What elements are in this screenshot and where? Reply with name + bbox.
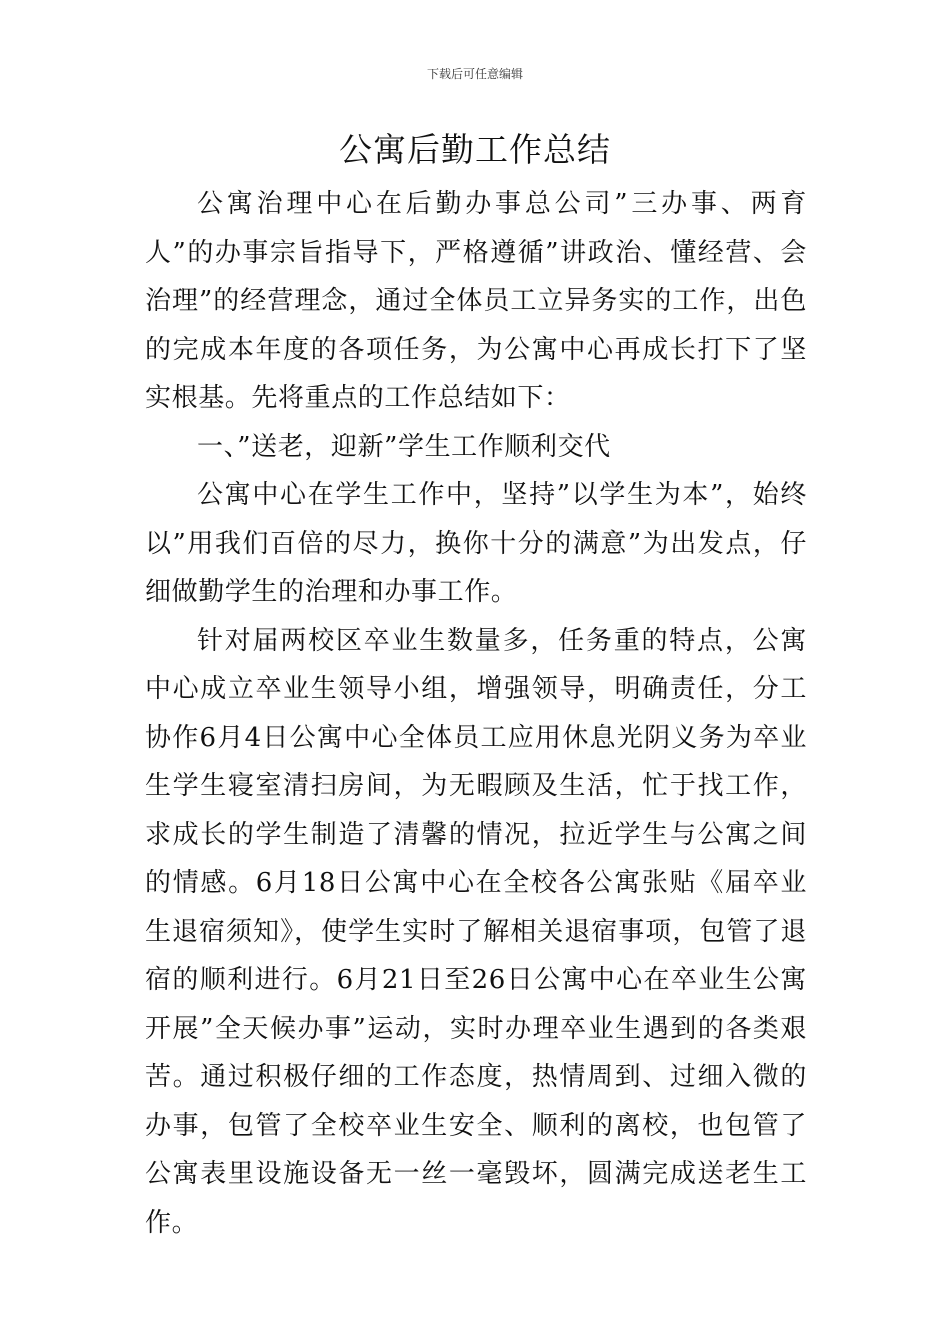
paragraph-graduates: 针对届两校区卒业生数量多，任务重的特点，公寓中心成立卒业生领导小组，增强领导，明确责任，分工协作6月4日公寓中心全体员工应用休息光阴义务为卒业生学生寝室清扫房间，为无暇顾及生活，忙于找工作，求成长的学生制造了清馨的情况，拉近学生与公寓之间的情感。6月18日公寓中心在全校各公寓张贴《届卒业生退宿须知》，使学生实时了解相关退宿事项，包管了退宿的顺利进行。6月21日至26日公寓中心在卒业生公寓开展”全天候办事”运动，实时办理卒业生遇到的各类艰苦。通过积极仔细的工作态度，热情周到、过细入微的办事，包管了全校卒业生安全、顺利的离校，也包管了公寓表里设施设备无一丝一毫毁坏，圆满完成送老生工作。 — [145, 625, 807, 1238]
page-title: 公寓后勤工作总结 — [339, 130, 611, 169]
header-note: 下载后可任意编辑 — [426, 67, 523, 81]
section-heading-1: 一、”送老，迎新”学生工作顺利交代 — [197, 431, 611, 462]
paragraph-student-work: 公寓中心在学生工作中，坚持”以学生为本”，始终以”用我们百倍的尽力，换你十分的满意”为出发点，仔细做勤学生的治理和办事工作。 — [145, 480, 807, 607]
paragraph-intro: 公寓治理中心在后勤办事总公司”三办事、两育人”的办事宗旨指导下，严格遵循”讲政治、懂经营、会治理”的经营理念，通过全体员工立异务实的工作，出色的完成本年度的各项任务，为公寓中心再成长打下了坚实根基。先将重点的工作总结如下： — [145, 189, 807, 413]
document-body — [145, 180, 807, 1247]
